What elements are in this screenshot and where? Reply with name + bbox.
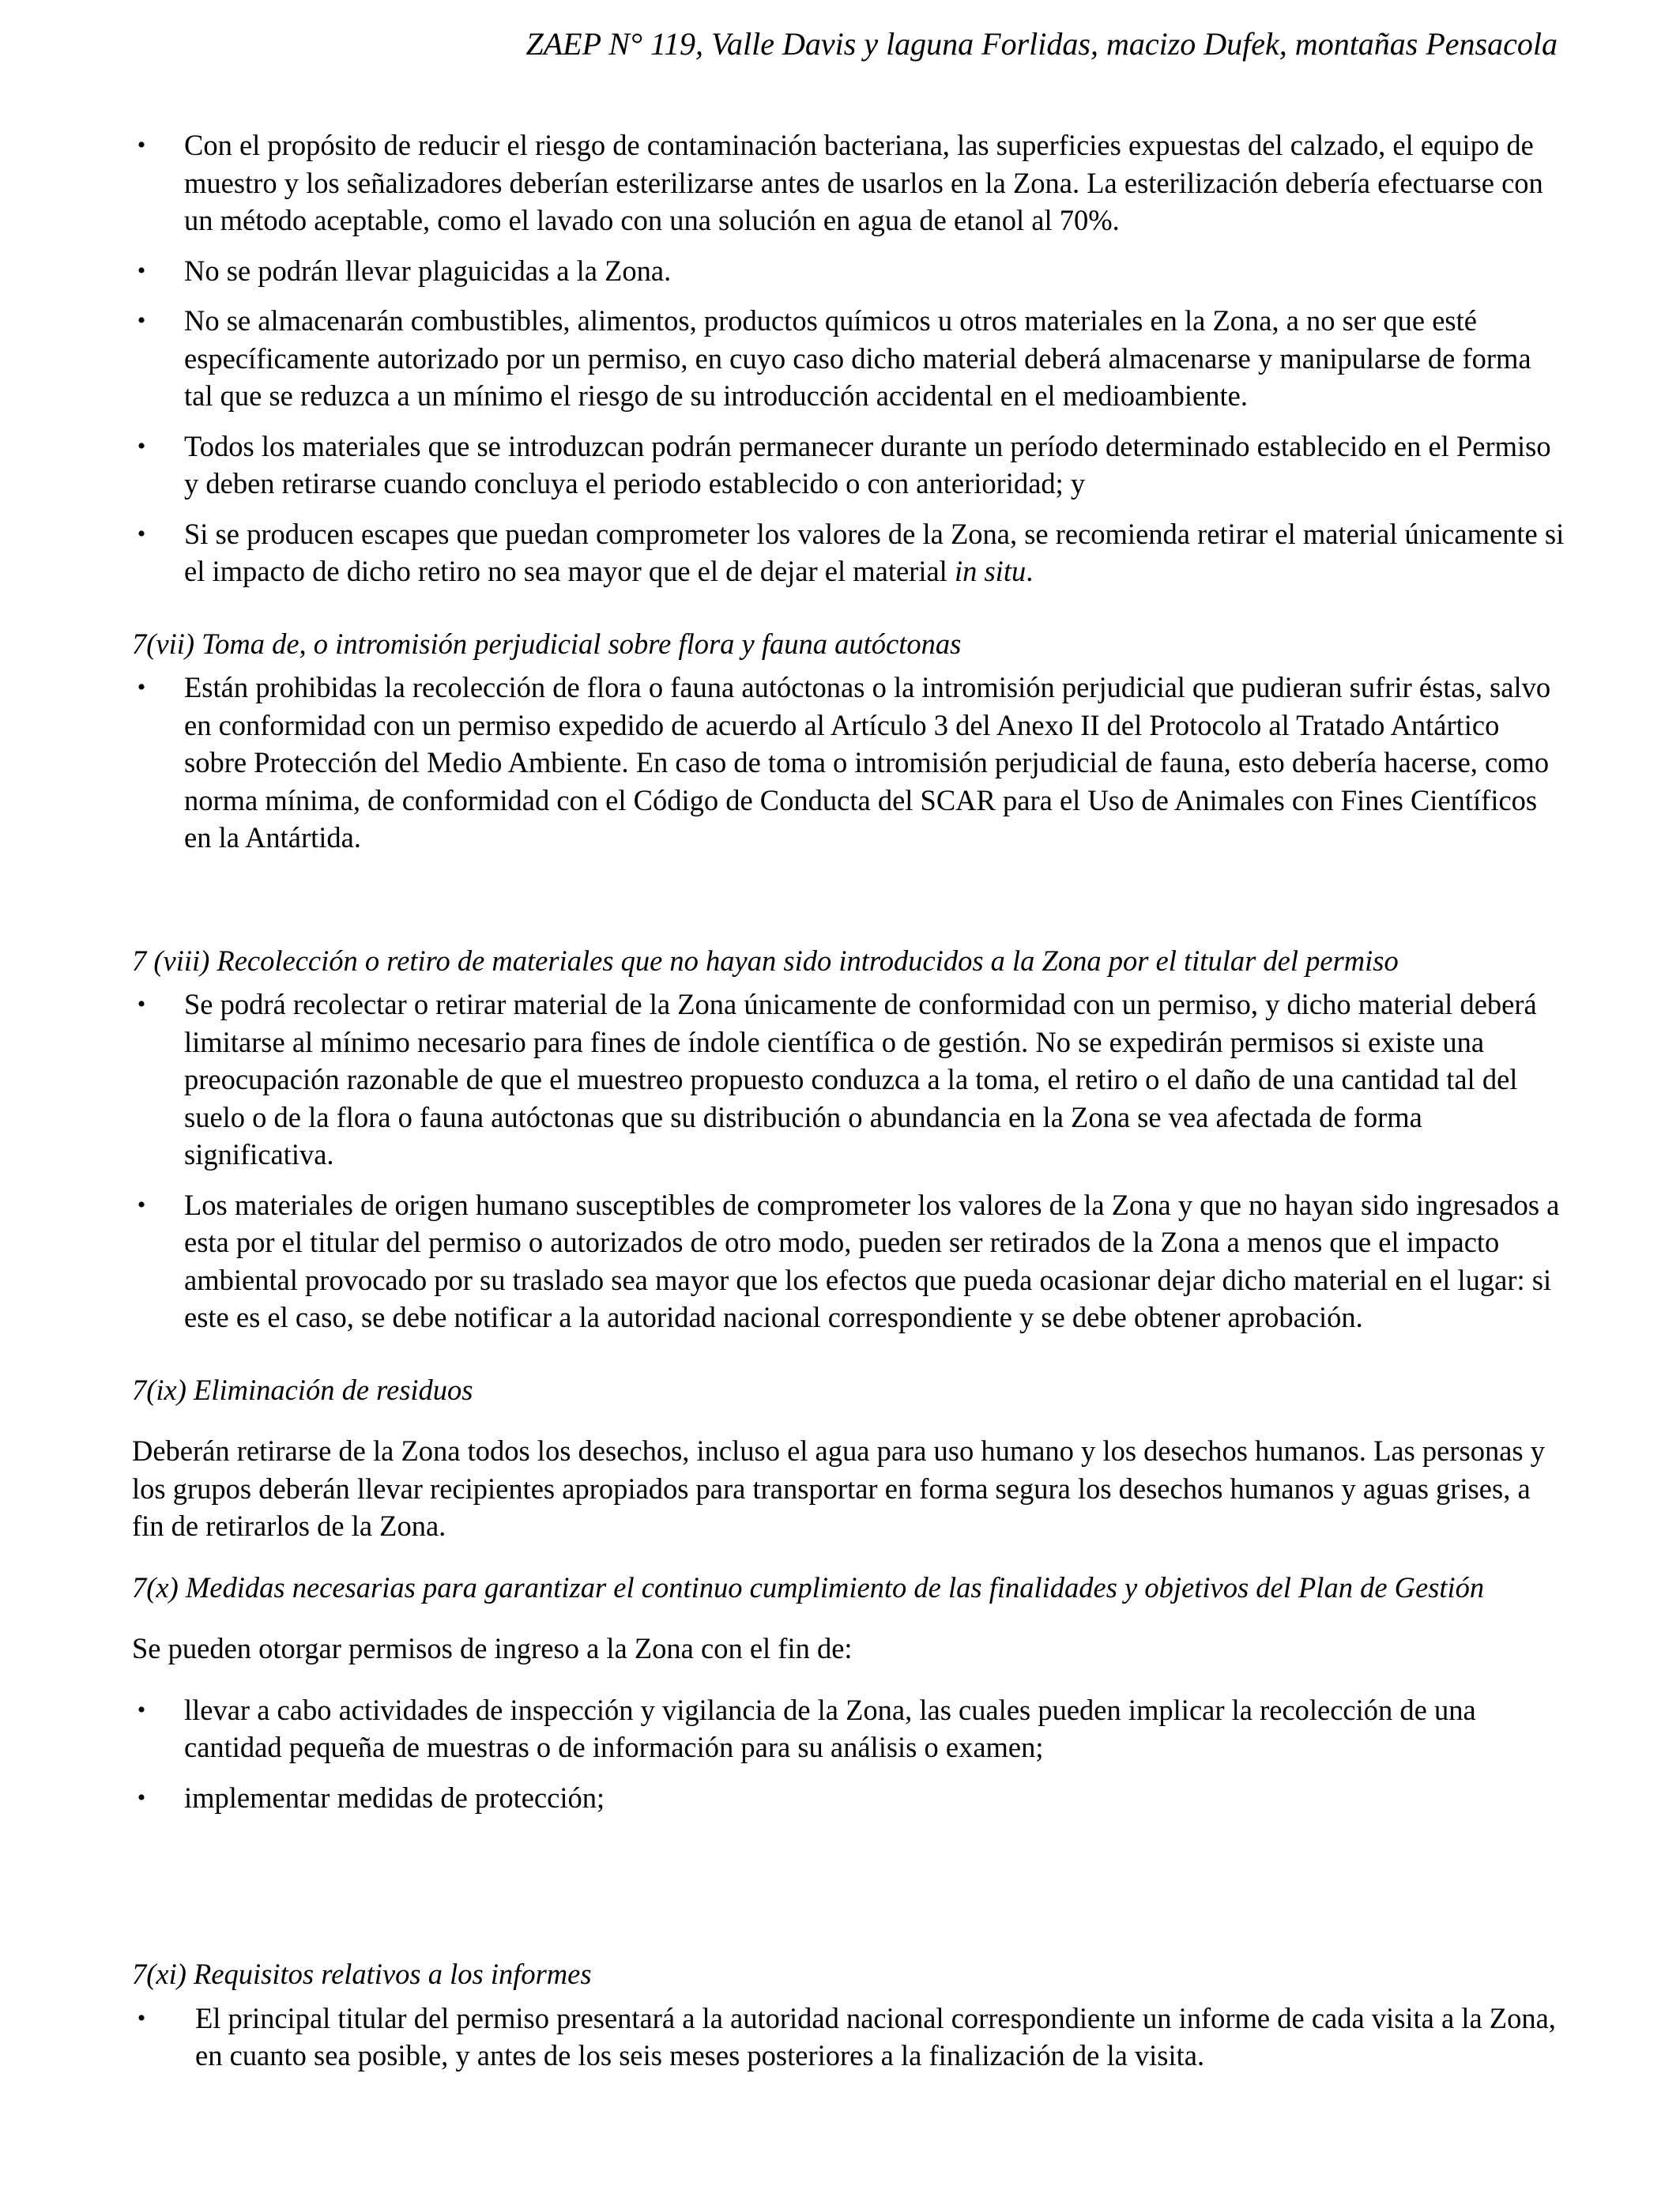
section-vii-bullet-list [132, 669, 1567, 857]
list-item [132, 428, 1567, 503]
bullet-icon: • [137, 1784, 146, 1811]
list-item [132, 1779, 1567, 1817]
section-heading-ix: 7(ix) Eliminación de residuos [132, 1373, 473, 1406]
list-item-text: Con el propósito de reducir el riesgo de contaminación bacteriana, las superficies expuestas del calzado, el equipo de muestro y los señalizadores deberían esterilizarse antes de usarlos en la Zona. La esterilización debería efectuarse con un método aceptable, como el lavado con una solución en agua de etanol al 70%. [184, 129, 1543, 236]
list-item-emphasis: in situ [954, 555, 1026, 587]
list-item [132, 669, 1567, 857]
document-body [132, 126, 1567, 2087]
bullet-icon: • [137, 520, 146, 547]
top-bullet-list [132, 126, 1567, 590]
list-item-text: El principal titular del permiso presentará a la autoridad nacional correspondiente un informe de cada visita a la Zona, en cuanto sea posible, y antes de los seis meses posteriores a la finalización de la visita. [195, 2001, 1556, 2071]
list-item-text: No se almacenarán combustibles, alimentos, productos químicos u otros materiales en la Zona, a no ser que esté específicamente autorizado por un permiso, en cuyo caso dicho material deberá almacenarse y manipularse de forma tal que se reduzca a un mínimo el riesgo de su introducción accidental en el medioambiente. [184, 304, 1531, 412]
list-item-text: No se podrán llevar plaguicidas a la Zona. [184, 254, 672, 287]
section-x-bullet-list [132, 1691, 1567, 1817]
bullet-icon: • [137, 132, 146, 158]
bullet-icon: • [137, 432, 146, 459]
list-item-text: implementar medidas de protección; [184, 1781, 605, 1814]
list-item-text-end: . [1026, 555, 1034, 587]
bullet-icon: • [137, 1696, 146, 1723]
list-item [132, 2000, 1567, 2075]
list-item-text: Están prohibidas la recolección de flora o fauna autóctonas o la intromisión perjudicial que pudieran sufrir éstas, salvo en conformidad con un permiso expedido de acuerdo al Artículo 3 del Anexo II del Protocolo al Tratado Antártico sobre Protección del Medio Ambiente. En caso de toma o intromisión perjudicial de fauna, esto debería hacerse, como norma mínima, de conformidad con el Código de Conducta del SCAR para el Uso de Animales con Fines Científicos en la Antártida. [184, 671, 1551, 854]
list-item-text: Se podrá recolectar o retirar material de la Zona únicamente de conformidad con un permiso, y dicho material deberá limitarse al mínimo necesario para fines de índole científica o de gestión. No se expedirán permisos si existe una preocupación razonable de que el muestreo propuesto conduzca a la toma, el retiro o el daño de una cantidad tal del suelo o de la flora o fauna autóctonas que su distribución o abundancia en la Zona se vea afectada de forma significativa. [184, 988, 1537, 1171]
list-item [132, 986, 1567, 1174]
section-heading-vii: 7(vii) Toma de, o intromisión perjudicial sobre flora y fauna autóctonas [132, 627, 962, 660]
bullet-icon: • [137, 1191, 146, 1218]
bullet-icon: • [137, 991, 146, 1017]
list-item-text: Todos los materiales que se introduzcan podrán permanecer durante un período determinado establecido en el Permiso y deben retirarse cuando concluya el periodo establecido o con anterioridad; y [184, 429, 1551, 499]
section-heading-xi: 7(xi) Requisitos relativos a los informes [132, 1958, 592, 1990]
list-item [132, 302, 1567, 415]
bullet-icon: • [137, 307, 146, 334]
list-item-text: Si se producen escapes que puedan comprometer los valores de la Zona, se recomienda retirar el material únicamente si el impacto de dicho retiro no sea mayor que el de dejar el material [184, 517, 1565, 587]
bullet-icon: • [137, 257, 146, 284]
list-item-text: Los materiales de origen humano susceptibles de comprometer los valores de la Zona y que no hayan sido ingresados a esta por el titular del permiso o autorizados de otro modo, pueden ser retirados de la Zona a menos que el impacto ambiental provocado por su traslado sea mayor que los efectos que pueda ocasionar dejar dicho material en el lugar: si este es el caso, se debe notificar a la autoridad nacional correspondiente y se debe obtener aprobación. [184, 1188, 1560, 1333]
list-item [132, 515, 1567, 590]
list-item [132, 252, 1567, 290]
section-viii-bullet-list [132, 986, 1567, 1336]
bullet-icon: • [137, 674, 146, 700]
section-x-intro: Se pueden otorgar permisos de ingreso a la Zona con el fin de: [132, 1632, 853, 1664]
list-item [132, 1691, 1567, 1766]
list-item [132, 126, 1567, 239]
section-heading-x: 7(x) Medidas necesarias para garantizar el continuo cumplimiento de las finalidades y objetivos del Plan de Gestión [132, 1570, 1485, 1604]
section-ix-paragraph: Deberán retirarse de la Zona todos los desechos, incluso el agua para uso humano y los desechos humanos. Las personas y los grupos deberán llevar recipientes apropiados para transportar en forma segura los desechos humanos y aguas grises, a fin de retirarlos de la Zona. [132, 1434, 1546, 1542]
page-header: ZAEP N° 119, Valle Davis y laguna Forlidas, macizo Dufek, montañas Pensacola [525, 26, 1558, 62]
section-heading-viii: 7 (viii) Recolección o retiro de materiales que no hayan sido introducidos a la Zona por el titular del permiso [132, 944, 1399, 977]
section-xi-bullet-list [132, 2000, 1567, 2075]
bullet-icon: • [137, 2004, 146, 2031]
list-item [132, 1186, 1567, 1336]
list-item-text: llevar a cabo actividades de inspección y vigilancia de la Zona, las cuales pueden implicar la recolección de una cantidad pequeña de muestras o de información para su análisis o examen; [184, 1693, 1476, 1763]
